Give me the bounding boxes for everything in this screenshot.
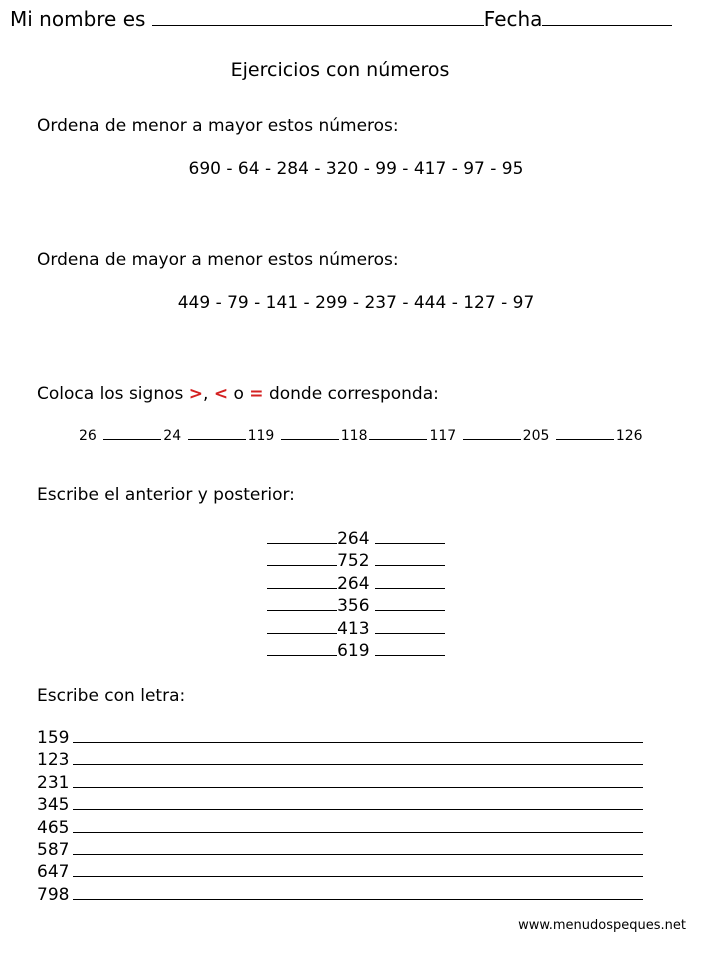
instruction-signs-sep1: , [203, 384, 214, 404]
compare-blank[interactable] [369, 439, 427, 440]
instruction-signs-suffix: donde corresponda: [263, 384, 439, 404]
write-words-row [37, 794, 643, 816]
middle-number: 752 [337, 551, 370, 572]
compare-blank[interactable] [103, 439, 161, 440]
anterior-posterior-row [0, 573, 712, 595]
date-blank[interactable] [542, 25, 672, 26]
anterior-posterior-row [0, 550, 712, 572]
greater-than-sign: > [188, 384, 204, 404]
middle-number: 619 [337, 641, 370, 662]
word-number: 159 [37, 728, 70, 748]
write-words-row [37, 772, 643, 794]
word-number: 798 [37, 884, 70, 905]
anterior-posterior-row [0, 640, 712, 662]
compare-blank[interactable] [556, 439, 614, 440]
write-words-row [37, 727, 643, 749]
middle-number: 413 [337, 618, 370, 639]
write-words-row [37, 861, 643, 883]
less-than-sign: < [213, 384, 229, 404]
compare-blank[interactable] [188, 439, 246, 440]
word-number: 647 [37, 862, 70, 883]
write-blank[interactable] [73, 899, 643, 900]
posterior-blank[interactable] [375, 655, 445, 656]
write-blank[interactable] [73, 764, 643, 765]
write-blank[interactable] [73, 787, 643, 788]
posterior-blank[interactable] [375, 610, 445, 611]
posterior-blank[interactable] [375, 543, 445, 544]
write-words-row [37, 884, 643, 906]
compare-number: 205 [522, 428, 550, 444]
name-blank[interactable] [152, 25, 484, 26]
anterior-posterior-row [0, 528, 712, 550]
middle-number: 356 [337, 596, 370, 617]
footer-url: www.menudospeques.net [518, 918, 686, 933]
instruction-write-words: Escribe con letra: [37, 686, 186, 706]
instruction-descending: Ordena de mayor a menor estos números: [37, 250, 399, 270]
compare-number: 119 [247, 428, 275, 444]
write-blank[interactable] [73, 809, 643, 810]
compare-number: 126 [615, 428, 643, 444]
instruction-signs-prefix: Coloca los signos [37, 384, 189, 404]
anterior-blank[interactable] [267, 565, 337, 566]
instruction-signs [37, 383, 439, 405]
date-label: Fecha [483, 7, 543, 31]
compare-number: 26 [79, 428, 97, 444]
word-number: 465 [37, 817, 70, 838]
anterior-blank[interactable] [267, 543, 337, 544]
compare-blank[interactable] [281, 439, 339, 440]
posterior-blank[interactable] [375, 588, 445, 589]
compare-number: 118 [340, 428, 368, 444]
middle-number: 264 [337, 529, 370, 549]
anterior-posterior-row [0, 618, 712, 640]
compare-number: 117 [429, 428, 457, 444]
anterior-posterior-list [0, 528, 712, 662]
equals-sign: = [249, 384, 264, 404]
name-label: Mi nombre es [10, 7, 146, 31]
write-words-row [37, 749, 643, 771]
numbers-descending: 449 - 79 - 141 - 299 - 237 - 444 - 127 - 97 [177, 293, 535, 313]
anterior-posterior-row [0, 595, 712, 617]
write-words-row [37, 817, 643, 839]
write-blank[interactable] [73, 854, 643, 855]
write-words-row [37, 839, 643, 861]
instruction-signs-sep2: o [228, 384, 250, 404]
anterior-blank[interactable] [267, 588, 337, 589]
worksheet-title: Ejercicios con números [230, 59, 450, 81]
anterior-blank[interactable] [267, 655, 337, 656]
posterior-blank[interactable] [375, 633, 445, 634]
word-number: 345 [37, 795, 70, 816]
anterior-blank[interactable] [267, 633, 337, 634]
compare-number: 24 [163, 428, 182, 444]
instruction-anterior-posterior: Escribe el anterior y posterior: [37, 485, 295, 505]
instruction-ascending: Ordena de menor a mayor estos números: [37, 116, 399, 136]
anterior-blank[interactable] [267, 610, 337, 611]
write-blank[interactable] [73, 742, 643, 743]
middle-number: 264 [337, 573, 370, 594]
numbers-ascending: 690 - 64 - 284 - 320 - 99 - 417 - 97 - 95 [188, 159, 524, 179]
word-number: 123 [37, 750, 70, 771]
student-header [10, 6, 672, 32]
compare-blank[interactable] [463, 439, 521, 440]
word-number: 587 [37, 840, 70, 861]
comparison-row [79, 427, 643, 445]
write-blank[interactable] [73, 876, 643, 877]
write-words-list [37, 727, 643, 906]
write-blank[interactable] [73, 832, 643, 833]
word-number: 231 [37, 772, 70, 793]
posterior-blank[interactable] [375, 565, 445, 566]
